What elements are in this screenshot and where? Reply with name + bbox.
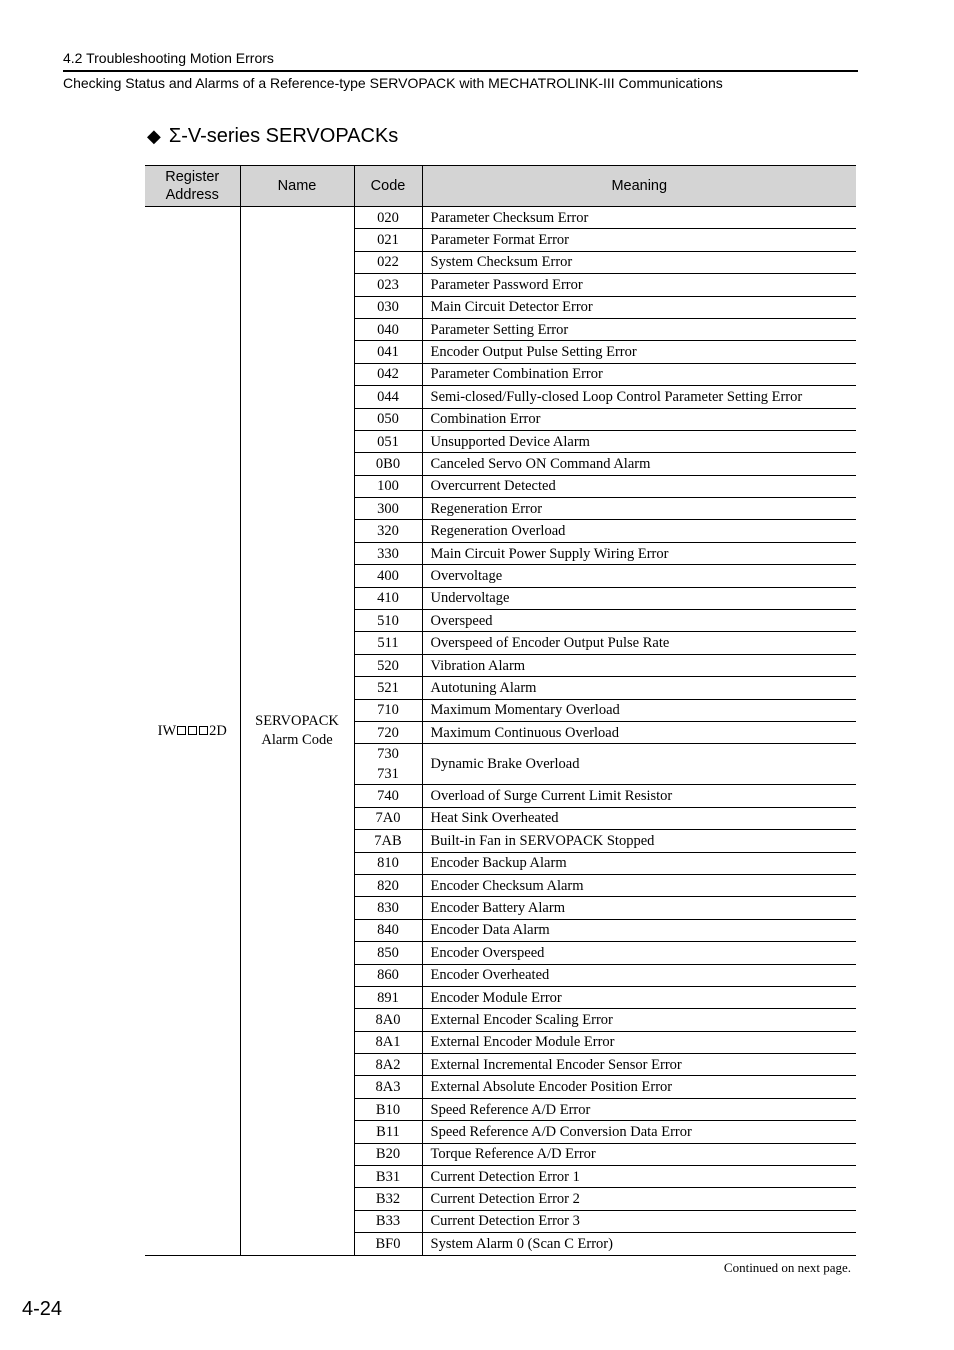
meaning-cell: Canceled Servo ON Command Alarm <box>422 453 856 475</box>
code-cell: 8A2 <box>354 1054 422 1076</box>
code-cell: B31 <box>354 1166 422 1188</box>
code-cell: 7AB <box>354 830 422 852</box>
meaning-cell: Maximum Momentary Overload <box>422 699 856 721</box>
meaning-cell: Semi-closed/Fully-closed Loop Control Parameter Setting Error <box>422 386 856 408</box>
meaning-cell: Encoder Output Pulse Setting Error <box>422 341 856 363</box>
header-meaning: Meaning <box>422 166 856 207</box>
code-cell: 850 <box>354 942 422 964</box>
code-cell: B33 <box>354 1210 422 1232</box>
code-cell: 511 <box>354 632 422 654</box>
meaning-cell: Overvoltage <box>422 565 856 587</box>
meaning-cell: External Encoder Module Error <box>422 1031 856 1053</box>
meaning-cell: Heat Sink Overheated <box>422 807 856 829</box>
meaning-cell: System Alarm 0 (Scan C Error) <box>422 1233 856 1255</box>
code-cell: 020 <box>354 207 422 229</box>
meaning-cell: Built-in Fan in SERVOPACK Stopped <box>422 830 856 852</box>
name-line1: SERVOPACK <box>255 712 339 729</box>
register-prefix: IW <box>157 722 177 739</box>
code-cell: 7A0 <box>354 807 422 829</box>
placeholder-boxes-icon <box>176 723 209 739</box>
meaning-cell: Main Circuit Power Supply Wiring Error <box>422 542 856 564</box>
code-cell: 400 <box>354 565 422 587</box>
meaning-cell: Overcurrent Detected <box>422 475 856 497</box>
meaning-cell: Undervoltage <box>422 587 856 609</box>
name-cell <box>240 207 354 1256</box>
code-cell: 021 <box>354 229 422 251</box>
code-cell: B11 <box>354 1121 422 1143</box>
meaning-cell: Vibration Alarm <box>422 654 856 676</box>
meaning-cell: Dynamic Brake Overload <box>422 744 856 785</box>
continued-note: Continued on next page. <box>723 1260 851 1275</box>
meaning-cell: Regeneration Error <box>422 498 856 520</box>
code-cell: 022 <box>354 251 422 273</box>
code-cell: 891 <box>354 986 422 1008</box>
meaning-cell: System Checksum Error <box>422 251 856 273</box>
meaning-cell: Maximum Continuous Overload <box>422 721 856 743</box>
code-cell: 0B0 <box>354 453 422 475</box>
code-cell: B20 <box>354 1143 422 1165</box>
code-cell: B32 <box>354 1188 422 1210</box>
section-title <box>147 125 398 148</box>
meaning-cell: Encoder Battery Alarm <box>422 897 856 919</box>
meaning-cell: External Absolute Encoder Position Error <box>422 1076 856 1098</box>
code-cell: BF0 <box>354 1233 422 1255</box>
meaning-cell: Encoder Module Error <box>422 986 856 1008</box>
code-cell: 521 <box>354 677 422 699</box>
code-cell: 051 <box>354 430 422 452</box>
meaning-cell: Current Detection Error 2 <box>422 1188 856 1210</box>
code-cell: 030 <box>354 296 422 318</box>
page-number: 4-24 <box>22 1298 63 1320</box>
meaning-cell: Encoder Overspeed <box>422 942 856 964</box>
code-cell: 410 <box>354 587 422 609</box>
meaning-cell: Parameter Setting Error <box>422 318 856 340</box>
meaning-cell: Current Detection Error 1 <box>422 1166 856 1188</box>
header-register-line2: Address <box>165 187 219 203</box>
section-title-text: Σ-V-series SERVOPACKs <box>168 125 399 147</box>
meaning-cell: Parameter Checksum Error <box>422 207 856 229</box>
meaning-cell: Autotuning Alarm <box>422 677 856 699</box>
meaning-cell: Overspeed of Encoder Output Pulse Rate <box>422 632 856 654</box>
code-cell: 820 <box>354 874 422 896</box>
meaning-cell: External Encoder Scaling Error <box>422 1009 856 1031</box>
register-suffix: 2D <box>209 722 227 739</box>
code-cell: 300 <box>354 498 422 520</box>
code-cell <box>354 744 422 785</box>
meaning-cell: Speed Reference A/D Conversion Data Error <box>422 1121 856 1143</box>
running-head: 4.2 Troubleshooting Motion Errors <box>63 50 274 66</box>
meaning-cell: Overload of Surge Current Limit Resistor <box>422 785 856 807</box>
header-rule <box>63 70 858 72</box>
code-cell: 330 <box>354 542 422 564</box>
code-cell: 100 <box>354 475 422 497</box>
meaning-cell: Regeneration Overload <box>422 520 856 542</box>
code-cell: 040 <box>354 318 422 340</box>
code-cell: 860 <box>354 964 422 986</box>
alarm-code-table <box>145 165 856 1256</box>
header-register-line1: Register <box>165 169 220 185</box>
code-cell: 8A3 <box>354 1076 422 1098</box>
code-cell: 520 <box>354 654 422 676</box>
meaning-cell: External Incremental Encoder Sensor Error <box>422 1054 856 1076</box>
code-cell: 041 <box>354 341 422 363</box>
name-line2: Alarm Code <box>261 731 333 748</box>
code-cell: 710 <box>354 699 422 721</box>
meaning-cell: Encoder Overheated <box>422 964 856 986</box>
meaning-cell: Parameter Format Error <box>422 229 856 251</box>
meaning-cell: Encoder Backup Alarm <box>422 852 856 874</box>
meaning-cell: Speed Reference A/D Error <box>422 1098 856 1120</box>
code-cell: 830 <box>354 897 422 919</box>
code-cell: 740 <box>354 785 422 807</box>
code-cell: 840 <box>354 919 422 941</box>
header-code: Code <box>354 166 422 207</box>
meaning-cell: Encoder Data Alarm <box>422 919 856 941</box>
code-cell: B10 <box>354 1098 422 1120</box>
code-cell: 8A1 <box>354 1031 422 1053</box>
table-row <box>145 207 856 229</box>
code-cell: 042 <box>354 363 422 385</box>
meaning-cell: Main Circuit Detector Error <box>422 296 856 318</box>
meaning-cell: Overspeed <box>422 610 856 632</box>
header-name: Name <box>240 166 354 207</box>
code-cell: 044 <box>354 386 422 408</box>
meaning-cell: Parameter Combination Error <box>422 363 856 385</box>
table-header-row <box>145 166 856 207</box>
code-cell: 050 <box>354 408 422 430</box>
meaning-cell: Unsupported Device Alarm <box>422 430 856 452</box>
register-address-cell <box>145 207 240 1256</box>
meaning-cell: Parameter Password Error <box>422 274 856 296</box>
code-value-secondary: 731 <box>377 766 399 783</box>
meaning-cell: Torque Reference A/D Error <box>422 1143 856 1165</box>
meaning-cell: Current Detection Error 3 <box>422 1210 856 1232</box>
code-value: 730 <box>377 746 399 763</box>
diamond-bullet-icon: ◆ <box>147 126 161 146</box>
code-cell: 023 <box>354 274 422 296</box>
code-cell: 810 <box>354 852 422 874</box>
section-subhead: Checking Status and Alarms of a Reference-type SERVOPACK with MECHATROLINK-III Communications <box>63 75 723 91</box>
code-cell: 510 <box>354 610 422 632</box>
header-register-address <box>145 166 240 207</box>
code-cell: 8A0 <box>354 1009 422 1031</box>
code-cell: 320 <box>354 520 422 542</box>
meaning-cell: Combination Error <box>422 408 856 430</box>
code-cell: 720 <box>354 721 422 743</box>
meaning-cell: Encoder Checksum Alarm <box>422 874 856 896</box>
